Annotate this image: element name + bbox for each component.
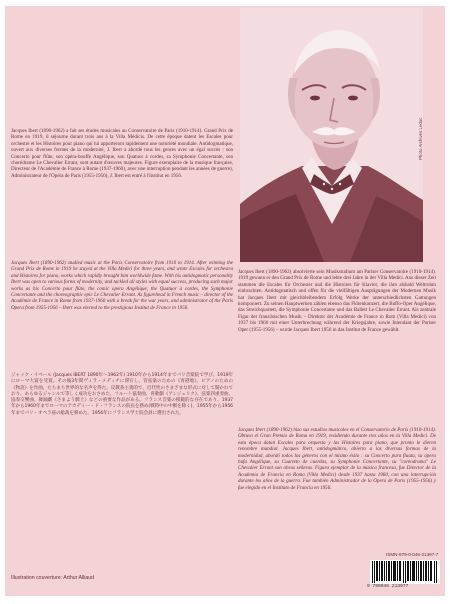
spanish-text: Jacques Ibert (1890-1962) hizo sus estudios musicales en el Conservatorio de París (1910-1914). Obtuvo el Gran Premio de Roma en 1919, residiendo durante tres años en la Villa Medici. De esta época datan Escales para orquesta y las Histoires para piano, que pronto le dieron renombre mundial. Jacques Ibert, antidogmático, abierto a las diversas formas de la modernidad, abordó todos los géneros con el mismo éxito : su Concerto para flauta, su ópera bufa Angélique, su Cuarteto de cuerdas, su Symphonie Concertante, su "coreodrama" Le Chevalier Errant son obras señeras. Figura ejemplar de la música francesa, fue Director de la Academia de Francia en Roma (Villa Medici) desde 1937 hasta 1960, con una interrupción durante los años de la guerra. Fue también Administrador de la Opera de Paris (1955-1956) y fue elegido en el Instituto de Francia en 1956. [238, 427, 436, 491]
english-text: Jacques Ibert (1890-1962) studied music at the Paris Conservatoire from 1910 to 1914. After winning the Grand Prix de Rome in 1919 he stayed at the Villa Medici for three years, and wrote Escales for orchestra and Histoires for piano, works which rapidly brought him worldwide fame. With his antidogmatic personality Ibert was open to various forms of modernity, and tackled all styles with equal success, producing such major works as his Concerto pour flûte, the comic opera Angélique, the Quatuor à cordes, the Symphonie Concertante and the choreographic epic Le Chevalier Errant. As figurehead in French music – director of the Académie de France in Rome from 1937-1960 with a break for the war years, and administrator of the Paris Opera from 1955-1956 – Ibert was elected to the prestigious Institut de France in 1956. [11, 260, 233, 311]
composer-portrait [240, 8, 423, 262]
spanish-biography [238, 427, 436, 491]
barcode-digits: 9 790046 213977 [367, 584, 409, 589]
english-biography [11, 260, 233, 311]
french-biography [11, 128, 233, 179]
french-text: Jacques Ibert (1890-1962) a fait ses études musicales au Conservatoire de Paris (1910-1914). Grand Prix de Rome en 1919, il séjourne durant trois ans à la Villa Médicis. De cette époque datent les Escales pour orchestre et les Histoires pour piano qui lui apporteront rapidement une notoriété mondiale. Antidogmatique, ouvert aux diverses formes de la modernité, J. Ibert a abordé tous les genres avec un égal succès : son Concerto pour flûte, son opéra-bouffe Angélique, son Quatuor à cordes, sa Symphonie Concertante, son chorédrame Le Chevalier Errant, sont autant d'œuvres majeures. Figure exemplaire de la musique française, Directeur de l'Académie de France à Rome (1937-1960), avec une interruption pendant les années de guerre), Administrateur de l'Opéra de Paris (1955-1956), J. Ibert est entré à l'Institut en 1956. [11, 128, 233, 179]
illustration-credit: Illustration couverture: Arthur Alliaud [11, 575, 95, 581]
german-biography [238, 269, 436, 333]
portrait-drawing [240, 8, 423, 262]
japanese-biography [11, 373, 233, 417]
japanese-text: ジャック・イベール (Jacques IBERT 1890年～1962年) 1910年から1914年までパリ音楽院で学び、1919年にローマ大賞を受賞。その後3年間ヴィラ・メディチに滞在し、管弦楽のための《寄港地》、ピアノのための《物語》を作曲、たちまち世界的な名声を得た。反教条主義的で、近代性のさまざまな形式に対して開かれており、あらゆるジャンルで等しく成功をおさめた。フルート協奏曲、喜歌劇《アンジェリク》、弦楽四重奏曲、協奏交響曲、舞踊劇《さまよう騎士》などの重要な作品がある。フランス音楽の模範的な存在であり、1937年から1960年までローマのアカデミー・ド・フランスの院長を務め(戦時中の中断を除く)、1955年から1956年までパリ・オペラ座の総裁を務めた。1956年にフランス学士院会員に選出された。 [11, 373, 233, 416]
german-text: Jacques Ibert (1890-1962) absolvierte sein Musikstudium am Pariser Conservatoire (1910-1914). 1919 gewann er den Grand Prix de Rome und lebte drei Jahre in der Villa Medici. Aus dieser Zeit stammen die Escales für Orchester und die Histoires für Klavier, die ihm alsbald Weltruhm einbrachten. Antidogmatisch und offen für die vielfältigen Ausprägungen der Modernen Musik hat Jacques Ibert mit gleichbleibendem Erfolg Werke der unterschiedlichsten Gattungen komponiert. Zu seinen Hauptwerken zählen ebenso das Flötenkonzert, die Buffo-Oper Angélique, das Streichquartett, die Symphonie Concertante und das Ballett Le Chevalier Errant. Als zentrale Figur der französischen Musik – Direktor der Académie de France in Rom (Villa Medici) von 1937 bis 1960 mit einer Unterbrechung während der Kriegsjahre, sowie Intendant der Pariser Oper (1955-1956) – wurde Jacques Ibert 1956 in das Institut de France gewählt. [238, 269, 436, 333]
barcode-icon [370, 560, 440, 584]
barcode [370, 560, 440, 584]
photo-credit: Photo Archives Leduc [418, 117, 423, 160]
ismn-number: ISMN-979-0-046-21397-7 [386, 552, 439, 557]
